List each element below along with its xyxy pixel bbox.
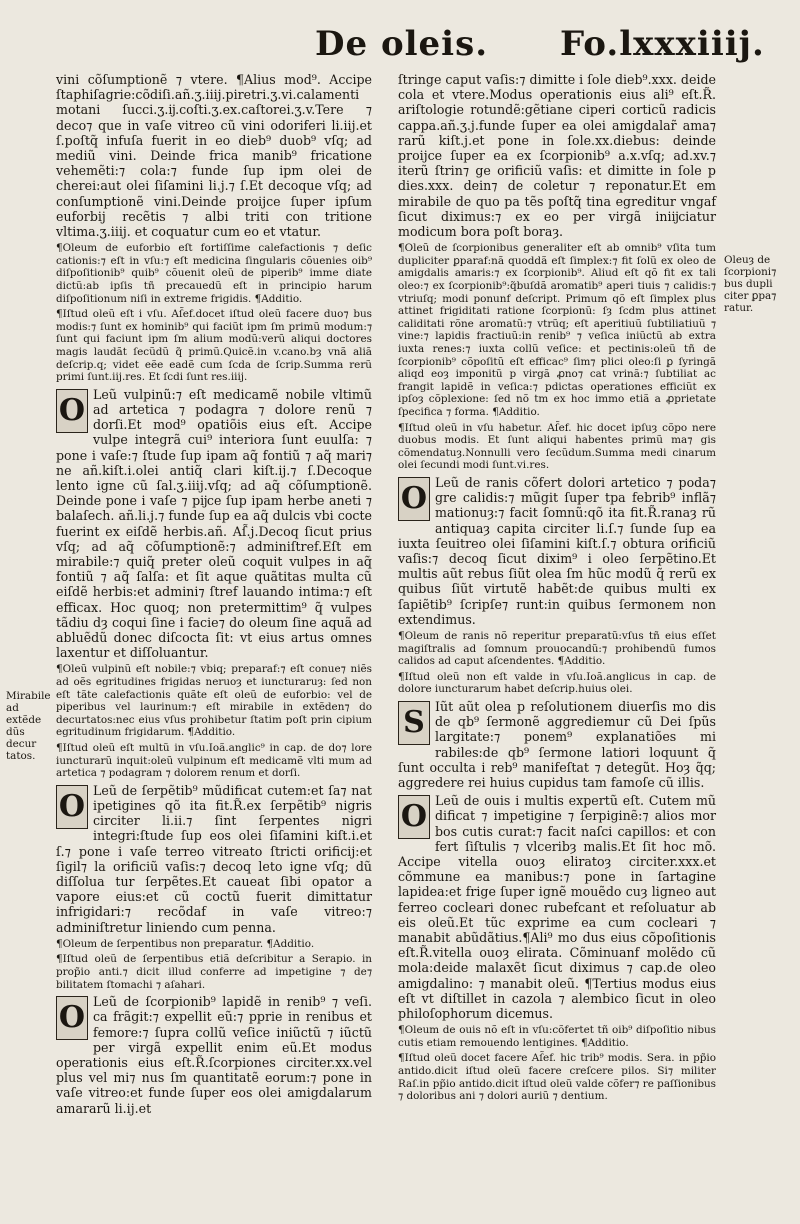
paragraph: ¶Iſtud oleũ de ſerpentibus etiã deſcribitur a Serapio. in prop̃io anti.⁊ dicit illud conferre ad impetigine ⁊ de⁊ bilitatem ſtomachi ⁊ aſahari. [56,953,372,991]
running-head [0,14,800,70]
margin-note-right: Oleuȝ de ſcorpioni⁊ bus dupli citer ꝑpa⁊ ratur. [724,254,777,314]
paragraph-text: Leũ de ranis cõfert dolori artetico ⁊ poda⁊ gre calidis:⁊ mũgit ſuper tpa febrib⁹ inflã⁊ mationuȝ:⁊ facit ſomnũ:qõ ita fit.R̃.ranaȝ rũ antiquaȝ capita circiter li.ſ.⁊ ſunde ſup ea iuxta ſeuitreo olei ſiſamini kiſt.ſ.⁊ obtura orificiũ vaſis:⁊ decoq ſicut dixim⁹ i oleo ſerpẽtino.Et multis aũt rebus ſiũt olea ſm hũc modũ q̃ rerũ ex quibus ſiũt virtutẽ habẽt:de quibus multi ex ſapiẽtib⁹ ſcripſe⁊ runt:in quibus ſermonem non extendimus. [398,474,716,627]
paragraph: ¶Oleum de ouis nõ eſt in vſu:cõfertet tñ oib⁹ diſpoſitio nibus cutis etiam remouendo lentigines. ¶Additio. [398,1024,716,1049]
paragraph-text: Iũt aũt olea p reſolutionem diuerſis mo dis de qb⁹ ſermonẽ aggrediemur cũ Dei ſpũs largitate:⁊ ponem⁹ explanatiões mi rabiles:de qb⁹ ſermone latiori loquunt q̃ ſunt occulta i reb⁹ manifeſtat ⁊ detegũt. Hoȝ q̃q; aggredere rei huius cupidus tam famoſe cũ illis. [398,698,716,790]
paragraph-text: Leũ vulpinũ:⁊ eſt medicamẽ nobile vltimũ ad artetica ⁊ podagra ⁊ dolore renũ ⁊ dorſi.Et mod⁹ opatiõis eius eſt. Accipe vulpe integrã cui⁹ interiora ſunt euulſa: ⁊ pone i vaſe:⁊ ſtude ſup ipam aq̃ fontiũ ⁊ aq̃ mari⁊ ne añ.kiſt.i.olei antiq̃ clari kiſt.ij.⁊ ſ.Decoque lento igne cũ ſal.ʒ.iiij.vſq; ad aq̃ cõſumptionẽ. Deinde pone i vaſe ⁊ pĳce ſup ipam herbe aneti ⁊ balaſech. añ.li.j.⁊ funde ſup ea aq̃ dulcis vbi cocte fuerint ex eiſdẽ herbis.añ. Aſ̃.j.Decoq ſicut prius vſq; ad aq̃ cõſumptionẽ:⁊ adminiſtref.Eſt em mirabile:⁊ quiq̃ preter oleũ coquit vulpes in aq̃ fontiũ ⁊ aq̃ ſalſa: et ſit aque quãtitas multa cũ eiſdẽ herbis:et admini⁊ ſtref lauando intima:⁊ eſt efficax. Hoc quoq; non pretermittim⁹ q̃ vulpes tãdiu dȝ coqui ſine i facie⁊ do oleum ſine aquã ad abluẽdũ donec diſcocta ſit: vt eius artus omnes laxentur et diſſoluantur. [56,386,372,661]
section-oleum-ovorum [398,793,716,1021]
paragraph: ſtringe caput vaſis:⁊ dimitte i ſole dieb⁹.xxx. deide cola et vtere.Modus operationis eius ali⁹ eſt.R̃. ariſtologie rotundẽ:gẽtiane ciperi corticũ radicis cappa.añ.ʒ.j.funde ſuper ea olei amigdalar̃ ama⁊ rarũ kiſt.j.et pone in ſole.xx.diebus: deinde proijce ſuper ea ex ſcorpionib⁹ a.x.vſq; ad.xv.⁊ iterũ ſtrin⁊ ge orificiũ vaſis: et dimitte in ſole p dies.xxx. dein⁊ de coletur ⁊ reponatur.Et em mirabile de quo pa tẽs poſtq̃ tina egreditur vngaf ſicut diximus:⁊ ex eo per virgã iniĳciatur modicum bora poſt boraȝ. [398,72,716,240]
paragraph: ¶Oleum de ranis nõ reperitur preparatũ:vſus tñ eius eſſet magiſtralis ad ſomnum prouocandũ:⁊ prohibendũ fumos calidos ad caput aſcendentes. ¶Additio. [398,629,716,668]
decorated-initial: O [398,795,430,839]
decorated-initial: O [56,389,88,433]
folio-number: Fo.lxxxiiij. [560,24,765,64]
paragraph: ¶Iſtud oleũ non eſt valde in vſu.Ioã.anglicus in cap. de dolore iuncturarum habet deſcrip.huius olei. [398,670,716,696]
paragraph: ¶Oleũ de ſcorpionibus generaliter eſt ab omnib⁹ vſita tum dupliciter ꝑparaf:nã quoddã eſt ſimplex:⁊ fit ſolũ ex oleo de amigdalis amaris:⁊ ex ſcorpionib⁹. Aliud eſt qõ fit ex tali oleo:⁊ ex ſcorpionib⁹:q̃buſdã aromatib⁹ aperi tiuis ⁊ calidis:⁊ vtriuſq; modi ponunf deſcript. Primum qõ eſt ſimplex plus attinet frigiditati ratione ſcorpionũ: ſȝ ſcdm plus attinet caliditati rõne aromatũ:⁊ vtrũq; eſt aperitiuũ ſubtiliatiuũ ⁊ vine:⁊ lapidis fractiuũ:in renib⁹ ⁊ veſica iniũctũ ab extra iuxta renes:⁊ iuxta collũ veſice: et pectinis:oleũ tñ de ſcorpionib⁹ cõpoſitũ eſt efficac⁹ ſim⁊ plici oleo:ſi ꝑ ſyringã aliqd eoȝ imponitũ p virgã ꝓno⁊ cat vrinã:⁊ ſubtiliat ac frangit lapidẽ in veſica:⁊ pdictas operationes efficiũt ex ipſoȝ cõplexione: ſed nõ tm ex hoc immo etiã a ꝓprietate ſpecifica ⁊ forma. ¶Additio. [398,242,716,418]
paragraph: ¶Iſtud oleũ docet facere Aſ̃ef. hic trib⁹ modis. Sera. in pp̃io antido.dicit iſtud oleũ facere creſcere pilos. Si⁊ militer Raſ.in pp̃io antido.dicit iſtud oleũ valde cõfer⁊ re paſſionibus ⁊ doloribus ani ⁊ dolori auriũ ⁊ dentium. [398,1052,716,1103]
decorated-initial: S [398,701,430,745]
section-oleum-serpentum [56,783,372,935]
decorated-initial: O [56,785,88,829]
section-oleum-scorpionum [56,994,372,1116]
paragraph: ¶Iſtud oleũ eſt i vſu. Aſ̃ef.docet iſtud oleũ facere duo⁊ bus modis:⁊ ſunt ex hominib⁹ qui faciũt ipm ſm primũ modum:⁊ ſunt qui faciunt ipm ſm alium modũ:verũ aliqui doctores magis laudãt ſecũdũ q̃ primũ.Quicẽ.in v.cano.bȝ vnã aliã deſcrip.q; videt eẽe eadẽ cum ſcda de ſcrip.Summa rerũ primi ſunt.iij.res. Et ſcdi ſunt res.iiij. [56,308,372,384]
paragraph-text: Leũ de ſcorpionib⁹ lapidẽ in renib⁹ ⁊ veſi. ca frãgit:⁊ expellit eũ:⁊ pprie in renibus et femore:⁊ ſupra collũ veſice iniũctũ ⁊ iũctũ per virgã expellit enim eũ.Et modus operationis eius eſt.R̃.ſcorpiones circiter.xx.vel plus vel mi⁊ nus ſm quantitatẽ eorum:⁊ pone in vaſe vitreo:et funde ſuper eos olei amigdalarum amararũ li.ij.et [56,994,372,1116]
margin-note-left: Mirabile ad extẽde dũs decur tatos. [6,690,51,762]
paragraph-text: Leũ de ouis i multis expertũ eſt. Cutem mũ dificat ⁊ impetigine ⁊ ſerpiginẽ:⁊ alios mor bos cutis curat:⁊ facit naſci capillos: et con fert ſiſtulis ⁊ vlceribȝ malis.Et ſit hoc mõ. Accipe vitella ouoȝ eliratoȝ circiter.xxx.et cõmmune ea manibus:⁊ pone in ſartagine lapidea:et frige ſuper ignẽ mouẽdo cuȝ ligneo aut ferreo cocleari donec rubefcant et reſoluatur ab eis oleũ.Et tũc exprime ea cum cocleari ⁊ manabit abũdãtius.¶Ali⁹ mo dus eius cõpoſitionis eſt.R̃.vitella ouoȝ elirata. Cõminuanf molẽdo cũ mola:deide malaxẽt ſicut diximus ⁊ cap.de oleo amigdalino: ⁊ manabit oleũ. ¶Tertius modus eius eſt vt diſtillet in cazola ⁊ alembico ſicut in oleo philoſophorum dicemus. [398,793,716,1021]
paragraph-text: Leũ de ſerpẽtib⁹ mũdificat cutem:et ſa⁊ nat ipetigines qõ ita fit.R̃.ex ſerpẽtib⁹ nigris circiter li.ii.⁊ ſint ſerpentes nigri integri:ſtude ſup eos olei ſiſamini kiſt.i.et ſ.⁊ pone i vaſe terreo vitreato ſtricti orificij:et ſigil⁊ la orificiũ vaſis:⁊ decoq leto igne vſq; dũ diſſolua tur ſerpẽtes.Et caueat ſibi opator a vapore eius:et cũ coctũ fuerit dimittatur infrigidari:⁊ recõdaf in vaſe vitreo:⁊ adminiſtretur liniendo cum penna. [56,782,372,935]
paragraph: ¶Oleum de euforbio eſt fortiſſime calefactionis ⁊ deſic cationis:⁊ eſt in vſu:⁊ eſt medicina ſingularis cõuenies oib⁹ diſpoſitionib⁹ quib⁹ cõuenit oleũ de piperib⁹ imme diate dictũ:ab ipſis tñ precauedũ eſt in principio harum diſpoſitionum niſi in extreme frigidis. ¶Additio. [56,242,372,305]
section-resolutio [398,699,716,790]
paragraph: ¶Iſtud oleũ eſt multũ in vſu.Ioã.anglic⁹ in cap. de do⁊ lore iuncturarũ inquit:oleũ vulpinum eſt medicamẽ vlti mum ad artetica ⁊ podagram ⁊ dolorem renum et dorſi. [56,741,372,780]
decorated-initial: O [398,477,430,521]
page-title: De oleis. [315,24,489,64]
section-oleum-vulpinum [56,387,372,661]
paragraph: ¶Oleũ vulpinũ eſt nobile:⁊ vbiq; preparaf:⁊ eſt conue⁊ niẽs ad oẽs egritudines frigidas neruoȝ et iuncturaruȝ: ſed non eſt tãte calefactionis quãte eſt oleũ de euforbio: vel de piperibus vel laurinum:⁊ eſt mirabile in extẽden⁊ do decurtatos:nec eius vſus prohibetur ſtatim poſt prin cipium egritudinum frigidarum. ¶Additio. [56,663,372,739]
paragraph: ¶Iſtud oleũ in vſu habetur. Aſ̃ef. hic docet ipſuȝ cõpo nere duobus modis. Et ſunt aliqui habentes primũ ma⁊ gis cõmendatuȝ.Nonnulli vero ſecũdum.Summa medi cinarum olei ſecundi modi ſunt.vi.res. [398,421,716,472]
right-column [398,72,716,1106]
section-oleum-ranarum [398,475,716,627]
left-column [56,72,372,1119]
paragraph: ¶Oleum de ſerpentibus non preparatur. ¶Additio. [56,937,315,950]
decorated-initial: O [56,996,88,1040]
paragraph: vini cõſumptionẽ ⁊ vtere. ¶Alius mod⁹. Accipe ſtaphiſagrie:cõdiſi.añ.ʒ.iiij.piretri.ʒ.vi.calamenti motani ſucci.ʒ.ĳ.coſti.ʒ.ex.caſtorei.ʒ.v.Tere ⁊ deco⁊ que in vaſe vitreo cũ vini odoriferi li.iij.et ſ.poſtq̃ infuſa fuerit in eo dieb⁹ duob⁹ vſq; ad mediũ vini. Deinde frica manib⁹ fricatione vehemẽti:⁊ cola:⁊ funde ſup ipm olei de cherei:aut olei ſiſamini li.j.⁊ ſ.Et decoque vſq; ad conſumptionẽ vini.Deinde proijce ſuper ipſum euforbij recẽtis ⁊ albi triti con tritione vltima.ʒ.iiij. et coquatur cum eo et vtatur. [56,72,372,240]
